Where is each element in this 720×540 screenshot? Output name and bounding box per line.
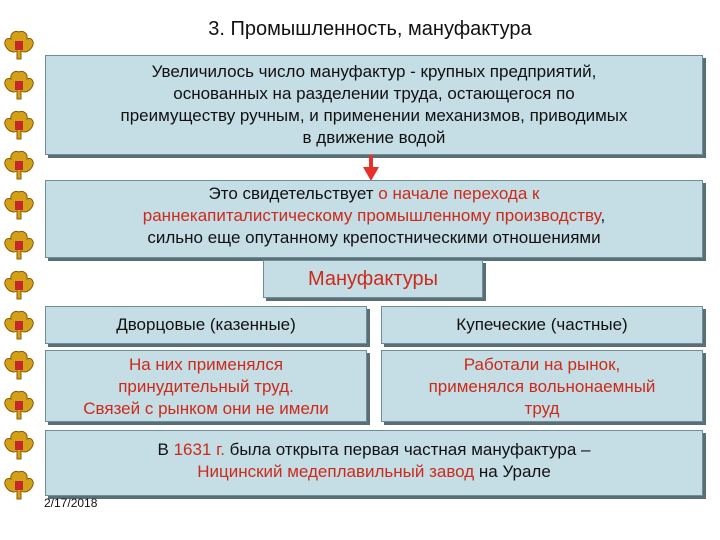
transition-box [45,180,703,258]
double-headed-eagle-icon [2,468,36,504]
double-headed-eagle-icon [2,188,36,224]
transition-text: Это свидетельствует [208,184,379,203]
first-private-manufacture-box [45,430,703,496]
description-line: применялся вольнонаемный [428,377,656,396]
slide-title: 3. Промышленность, мануфактура [208,18,532,40]
double-headed-eagle-icon [2,268,36,304]
fact-factory-name: Ницинский медеплавильный завод [197,462,475,481]
transition-highlight: о начале перехода к [378,184,540,203]
slide-date: 2/17/2018 [44,496,98,510]
emblem-strip [0,28,40,508]
fact-text: на Урале [474,462,551,481]
double-headed-eagle-icon [2,68,36,104]
transition-text: , [600,206,606,225]
double-headed-eagle-icon [2,108,36,144]
fact-line [46,461,702,483]
double-headed-eagle-icon [2,388,36,424]
double-headed-eagle-icon [2,28,36,64]
double-headed-eagle-icon [2,428,36,464]
transition-line [46,205,702,227]
intro-line: Увеличилось число мануфактур - крупных предприятий, [151,62,597,81]
description-line: Работали на рынок, [463,355,621,374]
description-line: труд [524,399,560,418]
double-headed-eagle-icon [2,308,36,344]
transition-line [46,183,702,205]
intro-box [45,55,703,155]
double-headed-eagle-icon [2,148,36,184]
intro-line: преимуществу ручным, и применении механизмов, приводимых [120,106,628,125]
description-line: На них применялся [128,355,284,374]
merchant-manufactures-header: Купеческие (частные) [381,306,703,344]
fact-line [46,439,702,461]
double-headed-eagle-icon [2,348,36,384]
palace-manufactures-header: Дворцовые (казенные) [45,306,367,344]
merchant-manufactures-description [381,350,703,422]
palace-manufactures-description [45,350,367,422]
manufactures-heading: Мануфактуры [263,260,483,298]
transition-line: сильно еще опутанному крепостническими отношениями [147,228,601,247]
description-line: принудительный труд. [118,377,294,396]
fact-text: была открыта первая частная мануфактура – [224,440,591,459]
fact-year: 1631 г. [173,440,225,459]
intro-line: в движение водой [302,128,446,147]
double-headed-eagle-icon [2,228,36,264]
description-line: Связей с рынком они не имели [83,399,329,418]
intro-line: основанных на разделении труда, остающегося по [173,84,575,103]
fact-text: В [157,440,174,459]
transition-highlight: раннекапиталистическому промышленному производству [142,206,601,225]
down-arrow-icon [363,155,379,181]
